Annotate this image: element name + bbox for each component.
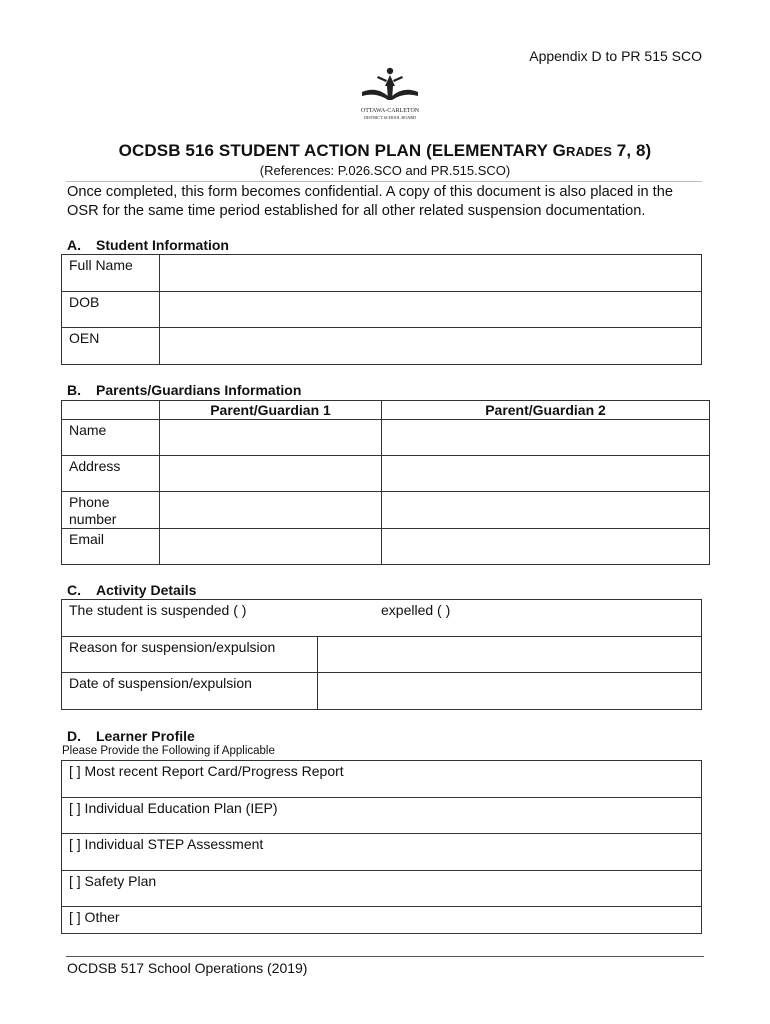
parent-email-label: Email xyxy=(62,529,160,565)
logo-text-2: DISTRICT SCHOOL BOARD xyxy=(363,115,417,120)
dob-field[interactable] xyxy=(160,292,702,328)
suspended-option[interactable]: The student is suspended ( ) xyxy=(69,602,247,618)
references: (References: P.026.SCO and PR.515.SCO) xyxy=(259,163,511,178)
parent-1-phone-field[interactable] xyxy=(160,492,382,529)
parent-1-header: Parent/Guardian 1 xyxy=(160,401,382,420)
reason-label: Reason for suspension/expulsion xyxy=(62,637,318,673)
page-title: OCDSB 516 STUDENT ACTION PLAN (ELEMENTARY GRADES 7, 8) xyxy=(118,141,652,160)
parent-phone-label: Phone number xyxy=(62,492,160,529)
oen-label: OEN xyxy=(62,328,160,365)
parent-1-email-field[interactable] xyxy=(160,529,382,565)
logo-text-1: OTTAWA-CARLETON xyxy=(360,108,420,114)
full-name-field[interactable] xyxy=(160,255,702,292)
intro-text: Once completed, this form becomes confidential. A copy of this document is also placed in the OSR for the same time period established for all other related suspension documentation. xyxy=(67,184,673,219)
parent-2-name-field[interactable] xyxy=(382,420,710,456)
parents-table xyxy=(61,400,710,565)
dob-label: DOB xyxy=(62,292,160,328)
reason-field[interactable] xyxy=(318,637,702,673)
student-info-table xyxy=(61,254,702,365)
date-field[interactable] xyxy=(318,673,702,710)
parent-1-address-field[interactable] xyxy=(160,456,382,492)
checklist-step-assessment[interactable]: [ ] Individual STEP Assessment xyxy=(62,834,702,871)
parent-1-name-field[interactable] xyxy=(160,420,382,456)
full-name-label: Full Name xyxy=(62,255,160,292)
parent-2-phone-field[interactable] xyxy=(382,492,710,529)
oen-field[interactable] xyxy=(160,328,702,365)
checklist-other[interactable]: [ ] Other xyxy=(62,907,702,934)
divider xyxy=(66,181,702,182)
section-a-heading: A. Student Information xyxy=(67,237,229,253)
parent-name-label: Name xyxy=(62,420,160,456)
section-d-subtitle: Please Provide the Following if Applicable xyxy=(62,745,275,757)
section-c-heading: C. Activity Details xyxy=(67,582,197,598)
date-label: Date of suspension/expulsion xyxy=(62,673,318,710)
blank-header-cell xyxy=(62,401,160,420)
activity-table xyxy=(61,599,702,710)
section-d-heading: D. Learner Profile xyxy=(67,728,195,744)
section-b-heading: B. Parents/Guardians Information xyxy=(67,382,302,398)
parent-address-label: Address xyxy=(62,456,160,492)
parent-2-address-field[interactable] xyxy=(382,456,710,492)
checklist-safety-plan[interactable]: [ ] Safety Plan xyxy=(62,871,702,907)
parent-2-email-field[interactable] xyxy=(382,529,710,565)
ocdsb-logo xyxy=(358,62,422,122)
checklist-iep[interactable]: [ ] Individual Education Plan (IEP) xyxy=(62,798,702,834)
checklist-report-card[interactable]: [ ] Most recent Report Card/Progress Report xyxy=(62,761,702,798)
status-row xyxy=(62,600,702,637)
footer-divider xyxy=(66,956,704,957)
appendix-label: Appendix D to PR 515 SCO xyxy=(529,48,702,64)
parent-2-header: Parent/Guardian 2 xyxy=(382,401,710,420)
learner-profile-table xyxy=(61,760,702,934)
expelled-option[interactable]: expelled ( ) xyxy=(381,602,451,618)
footer-text: OCDSB 517 School Operations (2019) xyxy=(67,960,308,976)
